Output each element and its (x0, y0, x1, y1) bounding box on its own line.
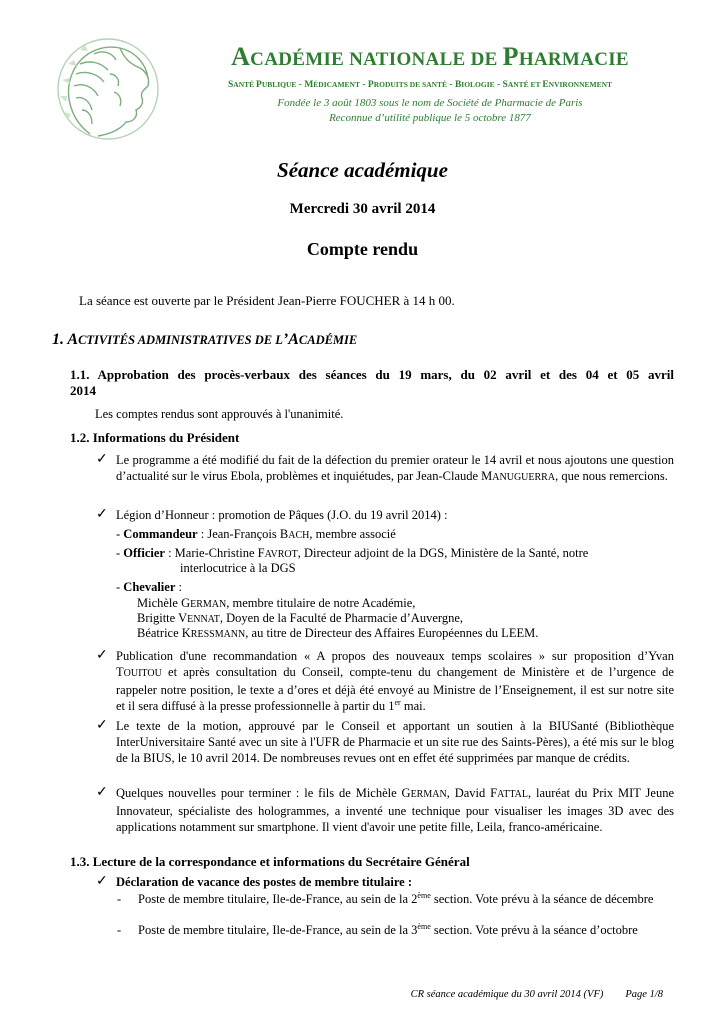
profile-head-logo-icon (50, 34, 168, 144)
bullet-programme: Le programme a été modifié du fait de la défection du premier orateur le 14 avril et nous ajoutons une question d’actualité sur le virus Ebola, problèmes et inquiétudes, par Jean-Claude MANUGUERRA, que nous remercions. (116, 453, 674, 483)
chevalier-name: Brigitte VENNAT, Doyen de la Faculté de Pharmacie d’Auvergne, (137, 611, 463, 625)
bullet-nouvelles: Quelques nouvelles pour terminer : le fils de Michèle GERMAN, David FATTAL, lauréat du Prix MIT Jeune Innovateur, spécialiste des hologrammes, a inventé une technique pour visualiser les images 3D avec des applications notamment sur smartphone. Il vient d'avoir une petite fille, Leila, franco-américaine. (116, 786, 675, 834)
legion-honneur-intro: Légion d’Honneur : promotion de Pâques (J.O. du 19 avril 2014) : (116, 508, 448, 522)
dash-marker: - (117, 923, 122, 937)
officier-line: - Officier : Marie-Christine FAVROT, Directeur adjoint de la DGS, Ministère de la Santé, notre (116, 546, 589, 560)
checkmark-icon: ✓ (96, 785, 108, 800)
document-subtitle: Compte rendu (306, 239, 419, 259)
academy-tagline: SANTÉ PUBLIQUE - MÉDICAMENT - PRODUITS DE SANTÉ - BIOLOGIE - SANTÉ ET ENVIRONNEMENT (227, 80, 612, 90)
chevalier-line: - Chevalier : (116, 580, 182, 594)
section-1-3-heading: 1.3. Lecture de la correspondance et informations du Secrétaire Général (70, 854, 470, 869)
commandeur-line: - Commandeur : Jean-François BACH, membre associé (116, 527, 396, 541)
opening-statement: La séance est ouverte par le Président Jean-Pierre FOUCHER à 14 h 00. (79, 293, 455, 308)
checkmark-icon: ✓ (96, 718, 108, 733)
footer-doc-label: CR séance académique du 30 avril 2014 (VF) (410, 989, 604, 1000)
academy-title: ACADÉMIE NATIONALE DE PHARMACIE (231, 42, 629, 71)
page-footer (411, 990, 663, 1001)
checkmark-icon: ✓ (96, 452, 108, 467)
vacance-item: Poste de membre titulaire, Ile-de-France, au sein de la 2ème section. Vote prévu à la séance de décembre (138, 890, 654, 906)
section-1-1-heading-cont: 2014 (70, 383, 96, 398)
chevalier-name: Michèle GERMAN, membre titulaire de notre Académie, (137, 596, 416, 610)
officier-line-cont: interlocutrice à la DGS (180, 561, 296, 575)
founded-line: Fondée le 3 août 1803 sous le nom de Société de Pharmacie de Paris (277, 97, 583, 109)
document-title: Séance académique (277, 158, 448, 182)
chevalier-name: Béatrice KRESSMANN, au titre de Directeur des Affaires Européennes du LEEM. (137, 626, 539, 640)
session-date: Mercredi 30 avril 2014 (289, 201, 436, 217)
vacance-heading: Déclaration de vacance des postes de membre titulaire : (116, 875, 413, 889)
section-1-heading: 1. ACTIVITÉS ADMINISTRATIVES DE L’ACADÉMIE (52, 331, 358, 348)
section-1-1-heading: 1.1. Approbation des procès-verbaux des séances du 19 mars, du 02 avril et des 04 et 05 avril (70, 367, 674, 382)
bullet-recommandation: Publication d'une recommandation « A propos des nouveaux temps scolaires » sur proposition d’Yvan TOUITOU et après consultation du Conseil, compte-tenu du changement de Ministère et de l’urgence de rappeler notre position, le texte a d’ores et déjà été envoyé au Ministre de l’Enseignement, il est sur notre site et il sera diffusé à la presse professionnelle à partir du 1er mai. (116, 649, 674, 713)
page-number: Page 1/8 (625, 989, 663, 1000)
vacance-item: Poste de membre titulaire, Ile-de-France, au sein de la 3ème section. Vote prévu à la séance d’octobre (138, 921, 638, 937)
checkmark-icon: ✓ (96, 874, 108, 889)
checkmark-icon: ✓ (96, 648, 108, 663)
recognized-line: Reconnue d’utilité publique le 5 octobre 1877 (329, 112, 531, 124)
section-1-1-text: Les comptes rendus sont approuvés à l'unanimité. (95, 407, 344, 421)
bullet-motion: Le texte de la motion, approuvé par le Conseil et apportant un soutien à la BIUSanté (Bibliothèque InterUniversitaire Santé avec un site à l'UFR de Pharmacie et un site rue des Saints-Pères), a été mis sur le blog de la BIUS, le 10 avril 2014. De nombreuses revues ont en effet été supprimées par manque de crédits. (116, 719, 674, 765)
checkmark-icon: ✓ (96, 507, 108, 522)
section-1-2-heading: 1.2. Informations du Président (70, 430, 240, 445)
dash-marker: - (117, 892, 122, 906)
